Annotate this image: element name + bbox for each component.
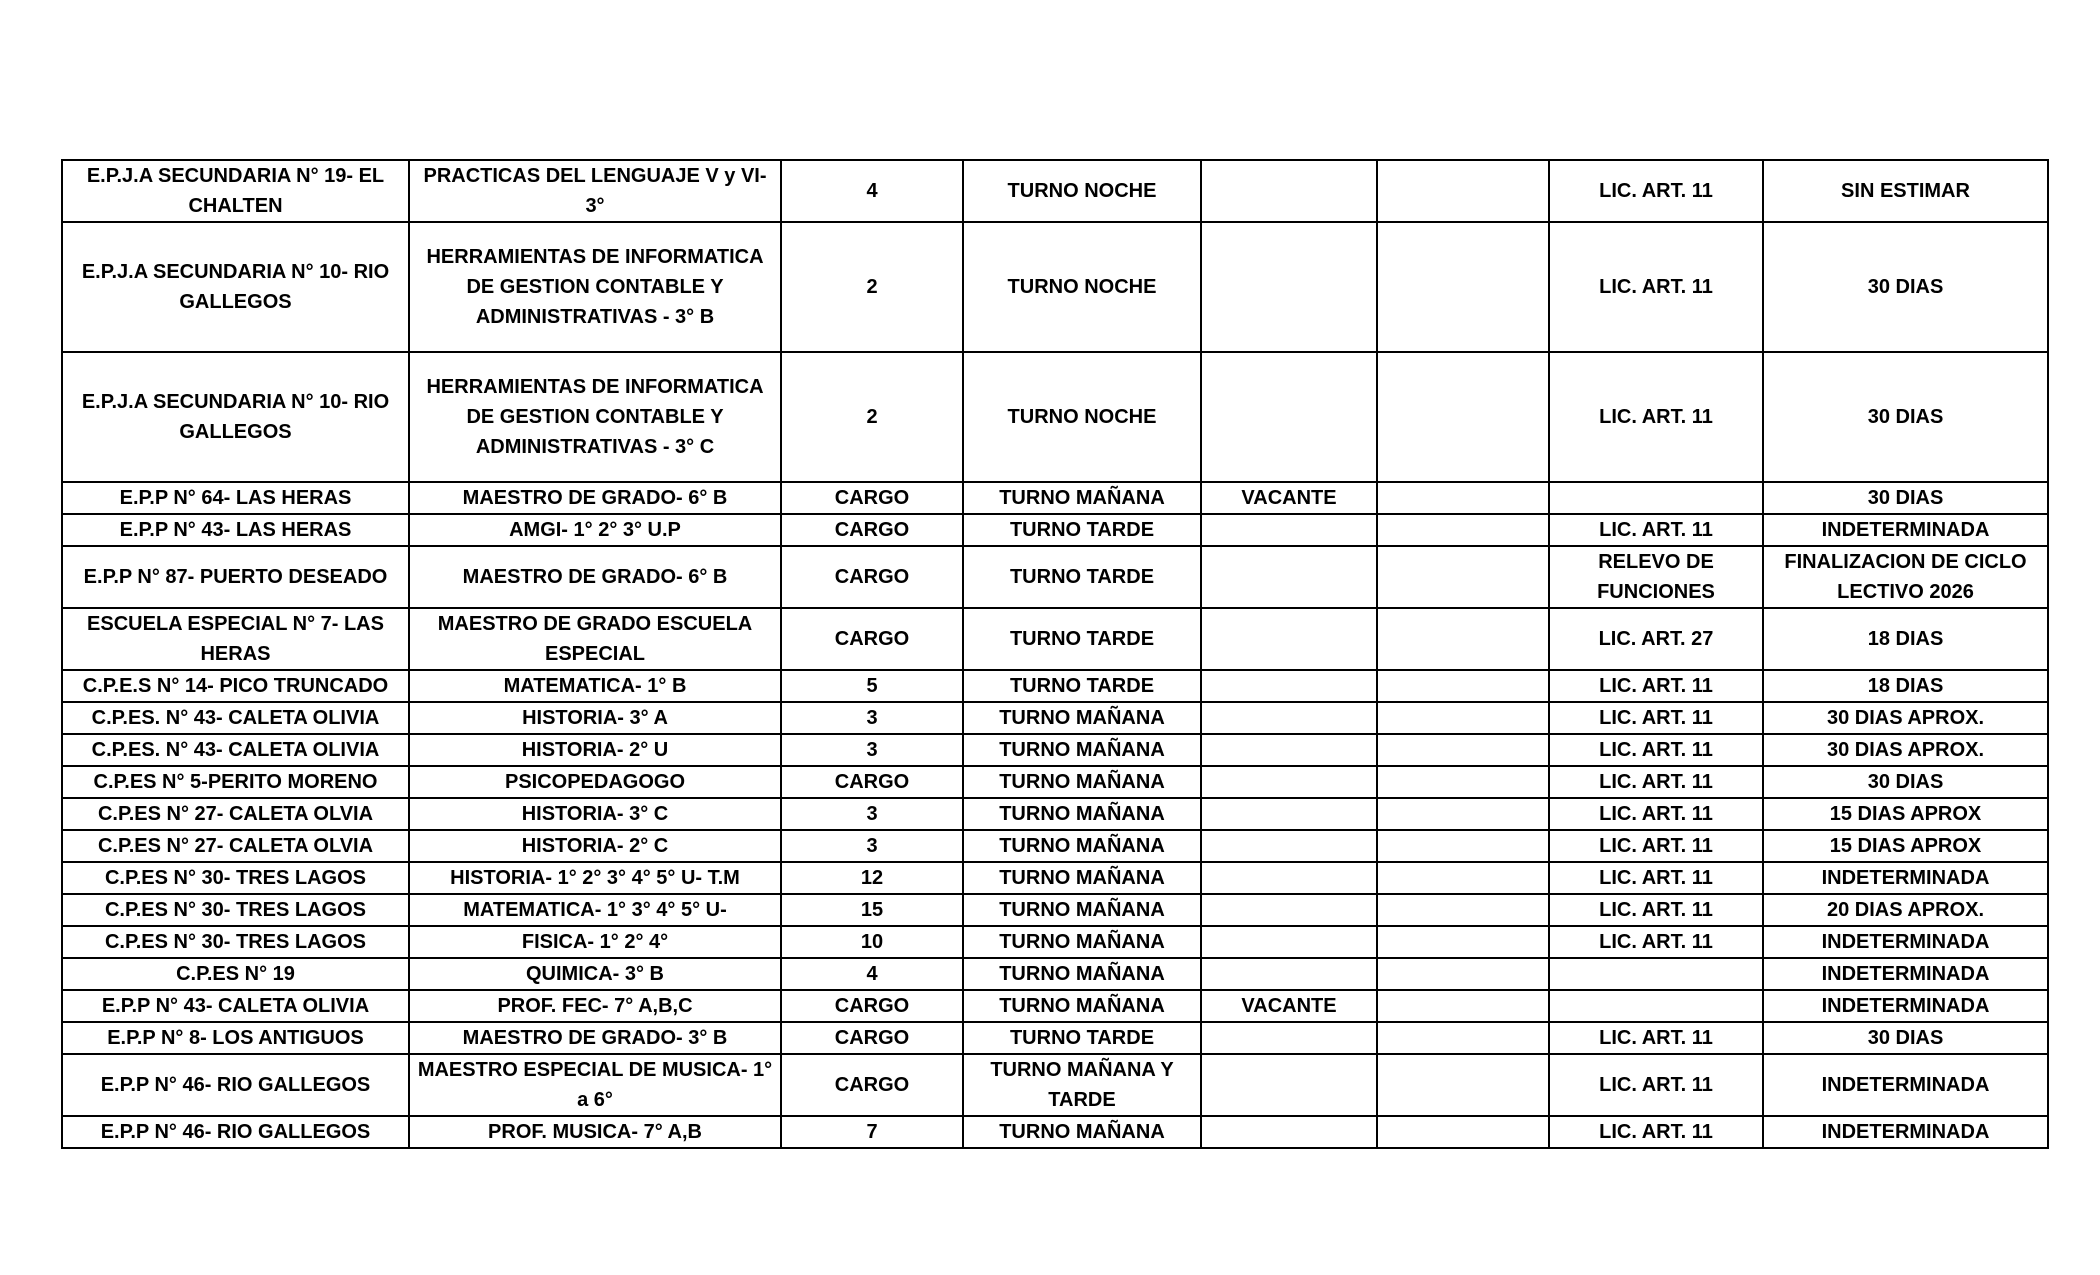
status-cell	[1201, 862, 1377, 894]
shift-cell: TURNO TARDE	[963, 1022, 1201, 1054]
duration-cell: INDETERMINADA	[1763, 990, 2048, 1022]
reason-cell: LIC. ART. 11	[1549, 894, 1763, 926]
table-row	[62, 1054, 2048, 1116]
status-cell	[1201, 958, 1377, 990]
status-cell	[1201, 1054, 1377, 1116]
extra-cell	[1377, 894, 1549, 926]
hours-cell: CARGO	[781, 1054, 963, 1116]
hours-cell: 4	[781, 160, 963, 222]
subject-cell: HISTORIA- 3° C	[409, 798, 781, 830]
extra-cell	[1377, 222, 1549, 352]
status-cell	[1201, 702, 1377, 734]
shift-cell: TURNO MAÑANA	[963, 830, 1201, 862]
shift-cell: TURNO MAÑANA	[963, 862, 1201, 894]
subject-cell: MAESTRO ESPECIAL DE MUSICA- 1° a 6°	[409, 1054, 781, 1116]
duration-cell: 18 DIAS	[1763, 608, 2048, 670]
status-cell: VACANTE	[1201, 482, 1377, 514]
shift-cell: TURNO MAÑANA	[963, 766, 1201, 798]
subject-cell: PROF. FEC- 7° A,B,C	[409, 990, 781, 1022]
duration-cell: 30 DIAS APROX.	[1763, 702, 2048, 734]
extra-cell	[1377, 482, 1549, 514]
shift-cell: TURNO TARDE	[963, 546, 1201, 608]
duration-cell: 15 DIAS APROX	[1763, 798, 2048, 830]
reason-cell: LIC. ART. 11	[1549, 352, 1763, 482]
school-cell: C.P.ES N° 30- TRES LAGOS	[62, 926, 409, 958]
school-cell: E.P.J.A SECUNDARIA N° 10- RIO GALLEGOS	[62, 352, 409, 482]
status-cell	[1201, 1116, 1377, 1148]
reason-cell: LIC. ART. 11	[1549, 798, 1763, 830]
table-row	[62, 1116, 2048, 1148]
extra-cell	[1377, 514, 1549, 546]
school-cell: ESCUELA ESPECIAL N° 7- LAS HERAS	[62, 608, 409, 670]
shift-cell: TURNO MAÑANA	[963, 798, 1201, 830]
hours-cell: 3	[781, 734, 963, 766]
duration-cell: 30 DIAS	[1763, 1022, 2048, 1054]
extra-cell	[1377, 926, 1549, 958]
status-cell	[1201, 222, 1377, 352]
table-row	[62, 160, 2048, 222]
duration-cell: 30 DIAS	[1763, 352, 2048, 482]
subject-cell: QUIMICA- 3° B	[409, 958, 781, 990]
extra-cell	[1377, 862, 1549, 894]
duration-cell: 30 DIAS APROX.	[1763, 734, 2048, 766]
reason-cell: LIC. ART. 11	[1549, 670, 1763, 702]
reason-cell: LIC. ART. 27	[1549, 608, 1763, 670]
reason-cell: LIC. ART. 11	[1549, 926, 1763, 958]
school-cell: C.P.ES N° 5-PERITO MORENO	[62, 766, 409, 798]
subject-cell: MAESTRO DE GRADO- 6° B	[409, 546, 781, 608]
reason-cell: LIC. ART. 11	[1549, 1022, 1763, 1054]
school-cell: C.P.ES N° 19	[62, 958, 409, 990]
school-cell: E.P.J.A SECUNDARIA N° 10- RIO GALLEGOS	[62, 222, 409, 352]
extra-cell	[1377, 702, 1549, 734]
subject-cell: HISTORIA- 2° U	[409, 734, 781, 766]
status-cell	[1201, 766, 1377, 798]
extra-cell	[1377, 958, 1549, 990]
subject-cell: HISTORIA- 3° A	[409, 702, 781, 734]
reason-cell: LIC. ART. 11	[1549, 514, 1763, 546]
shift-cell: TURNO MAÑANA	[963, 894, 1201, 926]
status-cell	[1201, 352, 1377, 482]
reason-cell: LIC. ART. 11	[1549, 1116, 1763, 1148]
shift-cell: TURNO MAÑANA	[963, 1116, 1201, 1148]
table-row	[62, 702, 2048, 734]
school-cell: E.P.J.A SECUNDARIA N° 19- EL CHALTEN	[62, 160, 409, 222]
duration-cell: 30 DIAS	[1763, 222, 2048, 352]
shift-cell: TURNO NOCHE	[963, 160, 1201, 222]
shift-cell: TURNO TARDE	[963, 514, 1201, 546]
extra-cell	[1377, 546, 1549, 608]
school-cell: E.P.P N° 43- LAS HERAS	[62, 514, 409, 546]
shift-cell: TURNO MAÑANA	[963, 482, 1201, 514]
table-row	[62, 514, 2048, 546]
reason-cell: LIC. ART. 11	[1549, 766, 1763, 798]
extra-cell	[1377, 1116, 1549, 1148]
shift-cell: TURNO TARDE	[963, 608, 1201, 670]
shift-cell: TURNO MAÑANA	[963, 702, 1201, 734]
duration-cell: 20 DIAS APROX.	[1763, 894, 2048, 926]
duration-cell: 30 DIAS	[1763, 766, 2048, 798]
subject-cell: MAESTRO DE GRADO- 6° B	[409, 482, 781, 514]
vacancy-table	[61, 159, 2049, 1149]
status-cell	[1201, 830, 1377, 862]
reason-cell: LIC. ART. 11	[1549, 160, 1763, 222]
extra-cell	[1377, 608, 1549, 670]
reason-cell: LIC. ART. 11	[1549, 862, 1763, 894]
extra-cell	[1377, 670, 1549, 702]
hours-cell: CARGO	[781, 990, 963, 1022]
extra-cell	[1377, 990, 1549, 1022]
shift-cell: TURNO TARDE	[963, 670, 1201, 702]
hours-cell: 5	[781, 670, 963, 702]
extra-cell	[1377, 766, 1549, 798]
duration-cell: 30 DIAS	[1763, 482, 2048, 514]
subject-cell: MATEMATICA- 1° 3° 4° 5° U-	[409, 894, 781, 926]
table-row	[62, 926, 2048, 958]
extra-cell	[1377, 352, 1549, 482]
hours-cell: CARGO	[781, 766, 963, 798]
subject-cell: PROF. MUSICA- 7° A,B	[409, 1116, 781, 1148]
extra-cell	[1377, 1054, 1549, 1116]
duration-cell: INDETERMINADA	[1763, 958, 2048, 990]
reason-cell: LIC. ART. 11	[1549, 1054, 1763, 1116]
status-cell	[1201, 670, 1377, 702]
table-row	[62, 798, 2048, 830]
status-cell	[1201, 160, 1377, 222]
hours-cell: CARGO	[781, 546, 963, 608]
school-cell: E.P.P N° 43- CALETA OLIVIA	[62, 990, 409, 1022]
reason-cell: LIC. ART. 11	[1549, 222, 1763, 352]
shift-cell: TURNO MAÑANA	[963, 734, 1201, 766]
table-row	[62, 734, 2048, 766]
duration-cell: INDETERMINADA	[1763, 1054, 2048, 1116]
subject-cell: HISTORIA- 1° 2° 3° 4° 5° U- T.M	[409, 862, 781, 894]
table-row	[62, 670, 2048, 702]
shift-cell: TURNO NOCHE	[963, 352, 1201, 482]
table-row	[62, 958, 2048, 990]
school-cell: C.P.ES N° 27- CALETA OLVIA	[62, 798, 409, 830]
status-cell	[1201, 514, 1377, 546]
status-cell	[1201, 734, 1377, 766]
shift-cell: TURNO MAÑANA	[963, 990, 1201, 1022]
school-cell: E.P.P N° 46- RIO GALLEGOS	[62, 1054, 409, 1116]
school-cell: E.P.P N° 8- LOS ANTIGUOS	[62, 1022, 409, 1054]
status-cell	[1201, 608, 1377, 670]
subject-cell: HERRAMIENTAS DE INFORMATICA DE GESTION CONTABLE Y ADMINISTRATIVAS - 3° C	[409, 352, 781, 482]
extra-cell	[1377, 160, 1549, 222]
extra-cell	[1377, 830, 1549, 862]
status-cell	[1201, 546, 1377, 608]
school-cell: E.P.P N° 87- PUERTO DESEADO	[62, 546, 409, 608]
school-cell: C.P.ES N° 30- TRES LAGOS	[62, 862, 409, 894]
hours-cell: 3	[781, 702, 963, 734]
reason-cell	[1549, 990, 1763, 1022]
hours-cell: 3	[781, 830, 963, 862]
extra-cell	[1377, 734, 1549, 766]
duration-cell: SIN ESTIMAR	[1763, 160, 2048, 222]
hours-cell: CARGO	[781, 608, 963, 670]
duration-cell: 15 DIAS APROX	[1763, 830, 2048, 862]
hours-cell: CARGO	[781, 1022, 963, 1054]
hours-cell: CARGO	[781, 514, 963, 546]
table-row	[62, 608, 2048, 670]
reason-cell	[1549, 482, 1763, 514]
reason-cell: LIC. ART. 11	[1549, 702, 1763, 734]
table-body	[62, 160, 2048, 1148]
duration-cell: INDETERMINADA	[1763, 926, 2048, 958]
subject-cell: MATEMATICA- 1° B	[409, 670, 781, 702]
duration-cell: INDETERMINADA	[1763, 862, 2048, 894]
reason-cell	[1549, 958, 1763, 990]
hours-cell: 4	[781, 958, 963, 990]
school-cell: E.P.P N° 64- LAS HERAS	[62, 482, 409, 514]
shift-cell: TURNO MAÑANA Y TARDE	[963, 1054, 1201, 1116]
duration-cell: FINALIZACION DE CICLO LECTIVO 2026	[1763, 546, 2048, 608]
table-row	[62, 1022, 2048, 1054]
status-cell	[1201, 1022, 1377, 1054]
shift-cell: TURNO MAÑANA	[963, 926, 1201, 958]
table-row	[62, 222, 2048, 352]
hours-cell: 3	[781, 798, 963, 830]
table-row	[62, 830, 2048, 862]
hours-cell: 7	[781, 1116, 963, 1148]
table-row	[62, 546, 2048, 608]
school-cell: C.P.ES N° 27- CALETA OLVIA	[62, 830, 409, 862]
reason-cell: LIC. ART. 11	[1549, 830, 1763, 862]
school-cell: C.P.ES. N° 43- CALETA OLIVIA	[62, 734, 409, 766]
status-cell	[1201, 798, 1377, 830]
school-cell: E.P.P N° 46- RIO GALLEGOS	[62, 1116, 409, 1148]
duration-cell: 18 DIAS	[1763, 670, 2048, 702]
subject-cell: HERRAMIENTAS DE INFORMATICA DE GESTION CONTABLE Y ADMINISTRATIVAS - 3° B	[409, 222, 781, 352]
subject-cell: AMGI- 1° 2° 3° U.P	[409, 514, 781, 546]
hours-cell: 12	[781, 862, 963, 894]
subject-cell: FISICA- 1° 2° 4°	[409, 926, 781, 958]
table-row	[62, 482, 2048, 514]
status-cell	[1201, 926, 1377, 958]
table-row	[62, 862, 2048, 894]
hours-cell: 2	[781, 222, 963, 352]
school-cell: C.P.ES. N° 43- CALETA OLIVIA	[62, 702, 409, 734]
duration-cell: INDETERMINADA	[1763, 1116, 2048, 1148]
reason-cell: RELEVO DE FUNCIONES	[1549, 546, 1763, 608]
table-row	[62, 352, 2048, 482]
shift-cell: TURNO NOCHE	[963, 222, 1201, 352]
hours-cell: 2	[781, 352, 963, 482]
hours-cell: 15	[781, 894, 963, 926]
extra-cell	[1377, 1022, 1549, 1054]
subject-cell: PSICOPEDAGOGO	[409, 766, 781, 798]
subject-cell: HISTORIA- 2° C	[409, 830, 781, 862]
duration-cell: INDETERMINADA	[1763, 514, 2048, 546]
school-cell: C.P.ES N° 30- TRES LAGOS	[62, 894, 409, 926]
hours-cell: CARGO	[781, 482, 963, 514]
status-cell: VACANTE	[1201, 990, 1377, 1022]
table-row	[62, 766, 2048, 798]
reason-cell: LIC. ART. 11	[1549, 734, 1763, 766]
extra-cell	[1377, 798, 1549, 830]
shift-cell: TURNO MAÑANA	[963, 958, 1201, 990]
hours-cell: 10	[781, 926, 963, 958]
school-cell: C.P.E.S N° 14- PICO TRUNCADO	[62, 670, 409, 702]
table-row	[62, 990, 2048, 1022]
table-row	[62, 894, 2048, 926]
subject-cell: PRACTICAS DEL LENGUAJE V y VI- 3°	[409, 160, 781, 222]
subject-cell: MAESTRO DE GRADO ESCUELA ESPECIAL	[409, 608, 781, 670]
subject-cell: MAESTRO DE GRADO- 3° B	[409, 1022, 781, 1054]
status-cell	[1201, 894, 1377, 926]
